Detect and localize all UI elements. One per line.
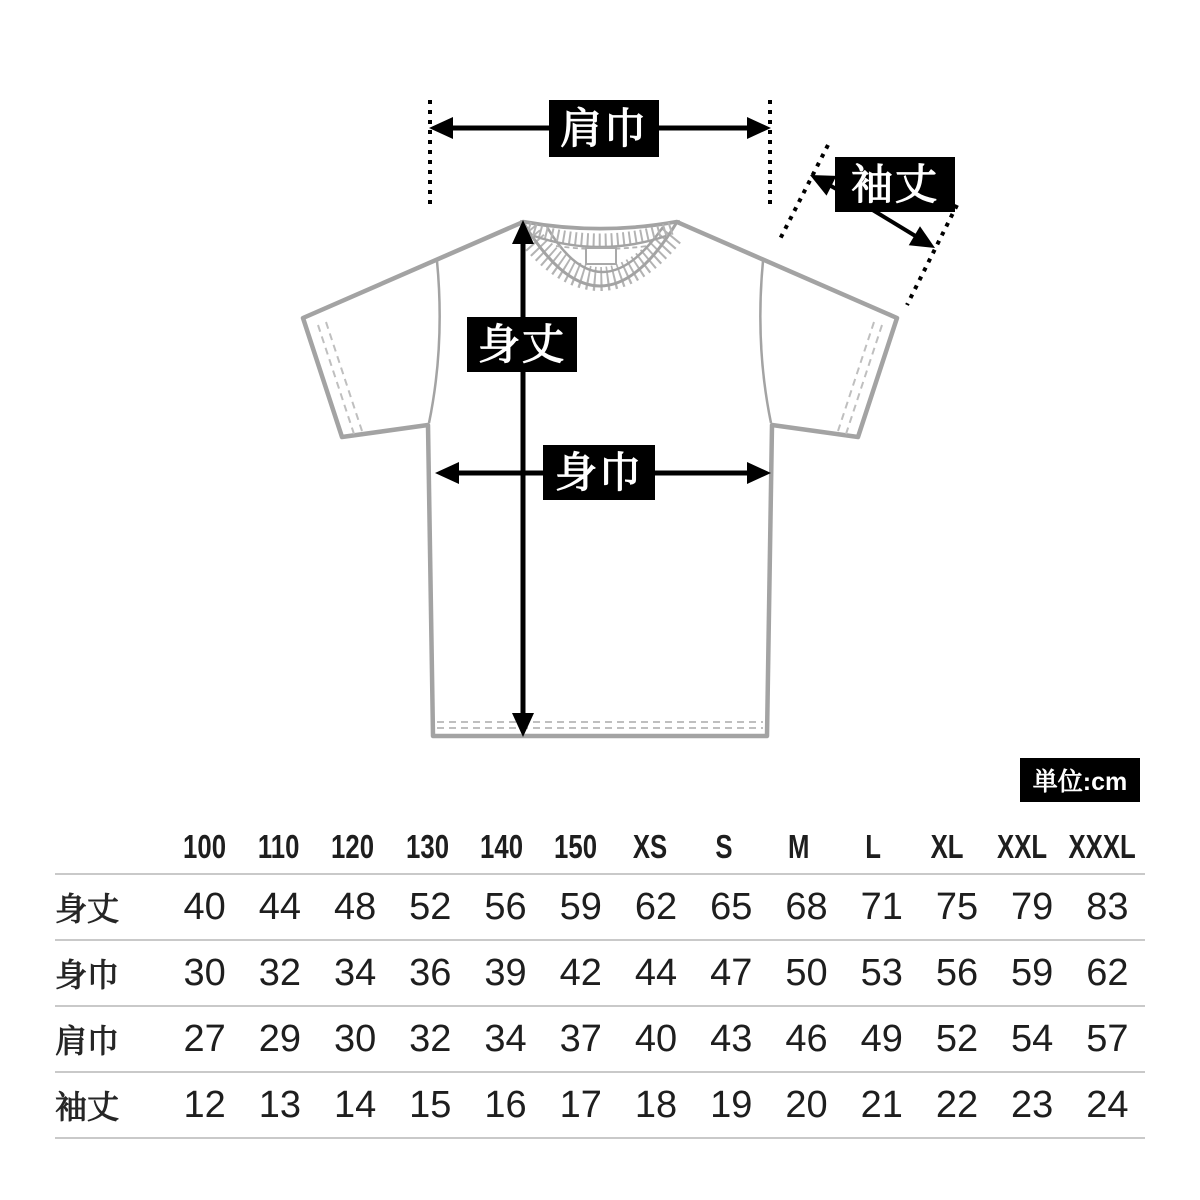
row-label: 袖丈	[55, 1089, 120, 1125]
size-cell: 62	[1086, 951, 1129, 994]
size-column-header: 130	[405, 828, 449, 865]
size-column-header: XS	[632, 828, 668, 865]
size-cell: 52	[935, 1017, 979, 1060]
body-width-label: 身巾	[543, 445, 655, 500]
size-cell: 40	[634, 1017, 678, 1060]
sleeve-extent-bottom	[907, 205, 957, 305]
size-cell: 19	[710, 1083, 753, 1126]
size-cell: 59	[559, 885, 602, 928]
size-column-header: S	[715, 828, 733, 865]
size-table-header-row	[55, 821, 1145, 873]
size-cell: 47	[710, 951, 753, 994]
size-cell: 27	[183, 1017, 226, 1060]
size-column-header: XL	[930, 828, 964, 865]
sleeve-length-label: 袖丈	[835, 157, 955, 212]
size-cell: 79	[1011, 885, 1054, 928]
size-cell: 46	[785, 1017, 828, 1060]
size-cell: 24	[1086, 1083, 1129, 1126]
row-label: 肩巾	[55, 1023, 120, 1059]
size-table	[55, 821, 1145, 1137]
size-cell: 18	[634, 1083, 678, 1126]
size-cell: 52	[409, 885, 452, 928]
size-cell: 42	[559, 951, 602, 994]
sleeve-length-arrow-lower	[871, 209, 922, 240]
unit-badge: 単位:cm	[1020, 758, 1140, 802]
size-cell: 48	[333, 885, 377, 928]
size-column-header: M	[787, 828, 810, 865]
size-cell: 44	[634, 951, 678, 994]
size-cell: 49	[860, 1017, 903, 1060]
size-cell: 32	[258, 951, 301, 994]
size-column-header: XXXL	[1068, 828, 1136, 865]
size-cell: 50	[785, 951, 828, 994]
size-cell: 68	[785, 885, 828, 928]
size-column-header: 110	[257, 828, 300, 865]
size-cell: 15	[409, 1083, 452, 1126]
size-cell: 16	[484, 1083, 527, 1126]
row-label: 身巾	[55, 957, 120, 993]
size-cell: 75	[935, 885, 979, 928]
size-cell: 62	[634, 885, 678, 928]
size-column-header: 100	[182, 828, 226, 865]
size-cell: 34	[333, 951, 377, 994]
size-column-header: L	[865, 828, 881, 865]
size-cell: 56	[935, 951, 979, 994]
size-cell: 12	[183, 1083, 226, 1126]
size-cell: 21	[860, 1083, 903, 1126]
size-cell: 30	[183, 951, 226, 994]
size-column-header: 140	[479, 828, 523, 865]
size-column-header: 120	[331, 828, 375, 865]
size-cell: 40	[183, 885, 226, 928]
size-table-row	[55, 873, 1145, 939]
size-cell: 20	[785, 1083, 828, 1126]
size-cell: 32	[409, 1017, 452, 1060]
size-cell: 39	[484, 951, 527, 994]
size-cell: 17	[559, 1083, 602, 1126]
size-cell: 36	[409, 951, 452, 994]
size-cell: 53	[860, 951, 903, 994]
size-cell: 34	[484, 1017, 527, 1060]
size-column-header: XXL	[996, 828, 1047, 865]
size-cell: 44	[258, 885, 301, 928]
body-length-label: 身丈	[467, 317, 577, 372]
size-cell: 23	[1011, 1083, 1054, 1126]
size-cell: 54	[1011, 1017, 1054, 1060]
size-cell: 29	[258, 1017, 301, 1060]
size-table-row	[55, 939, 1145, 1005]
neck-tag	[586, 248, 616, 264]
size-table-row	[55, 1071, 1145, 1137]
size-cell: 57	[1086, 1017, 1129, 1060]
size-cell: 22	[935, 1083, 979, 1126]
shoulder-width-label: 肩巾	[549, 100, 659, 157]
row-label: 身丈	[55, 891, 120, 927]
sleeve-extent-top	[778, 145, 828, 243]
size-cell: 14	[333, 1083, 377, 1126]
size-cell: 13	[258, 1083, 301, 1126]
size-table-row	[55, 1005, 1145, 1071]
size-cell: 56	[484, 885, 527, 928]
size-column-header: 150	[554, 828, 598, 865]
size-cell: 71	[860, 885, 903, 928]
size-cell: 59	[1011, 951, 1054, 994]
size-cell: 43	[710, 1017, 753, 1060]
size-cell: 37	[559, 1017, 602, 1060]
size-cell: 30	[333, 1017, 377, 1060]
size-cell: 83	[1086, 885, 1129, 928]
size-cell: 65	[710, 885, 753, 928]
